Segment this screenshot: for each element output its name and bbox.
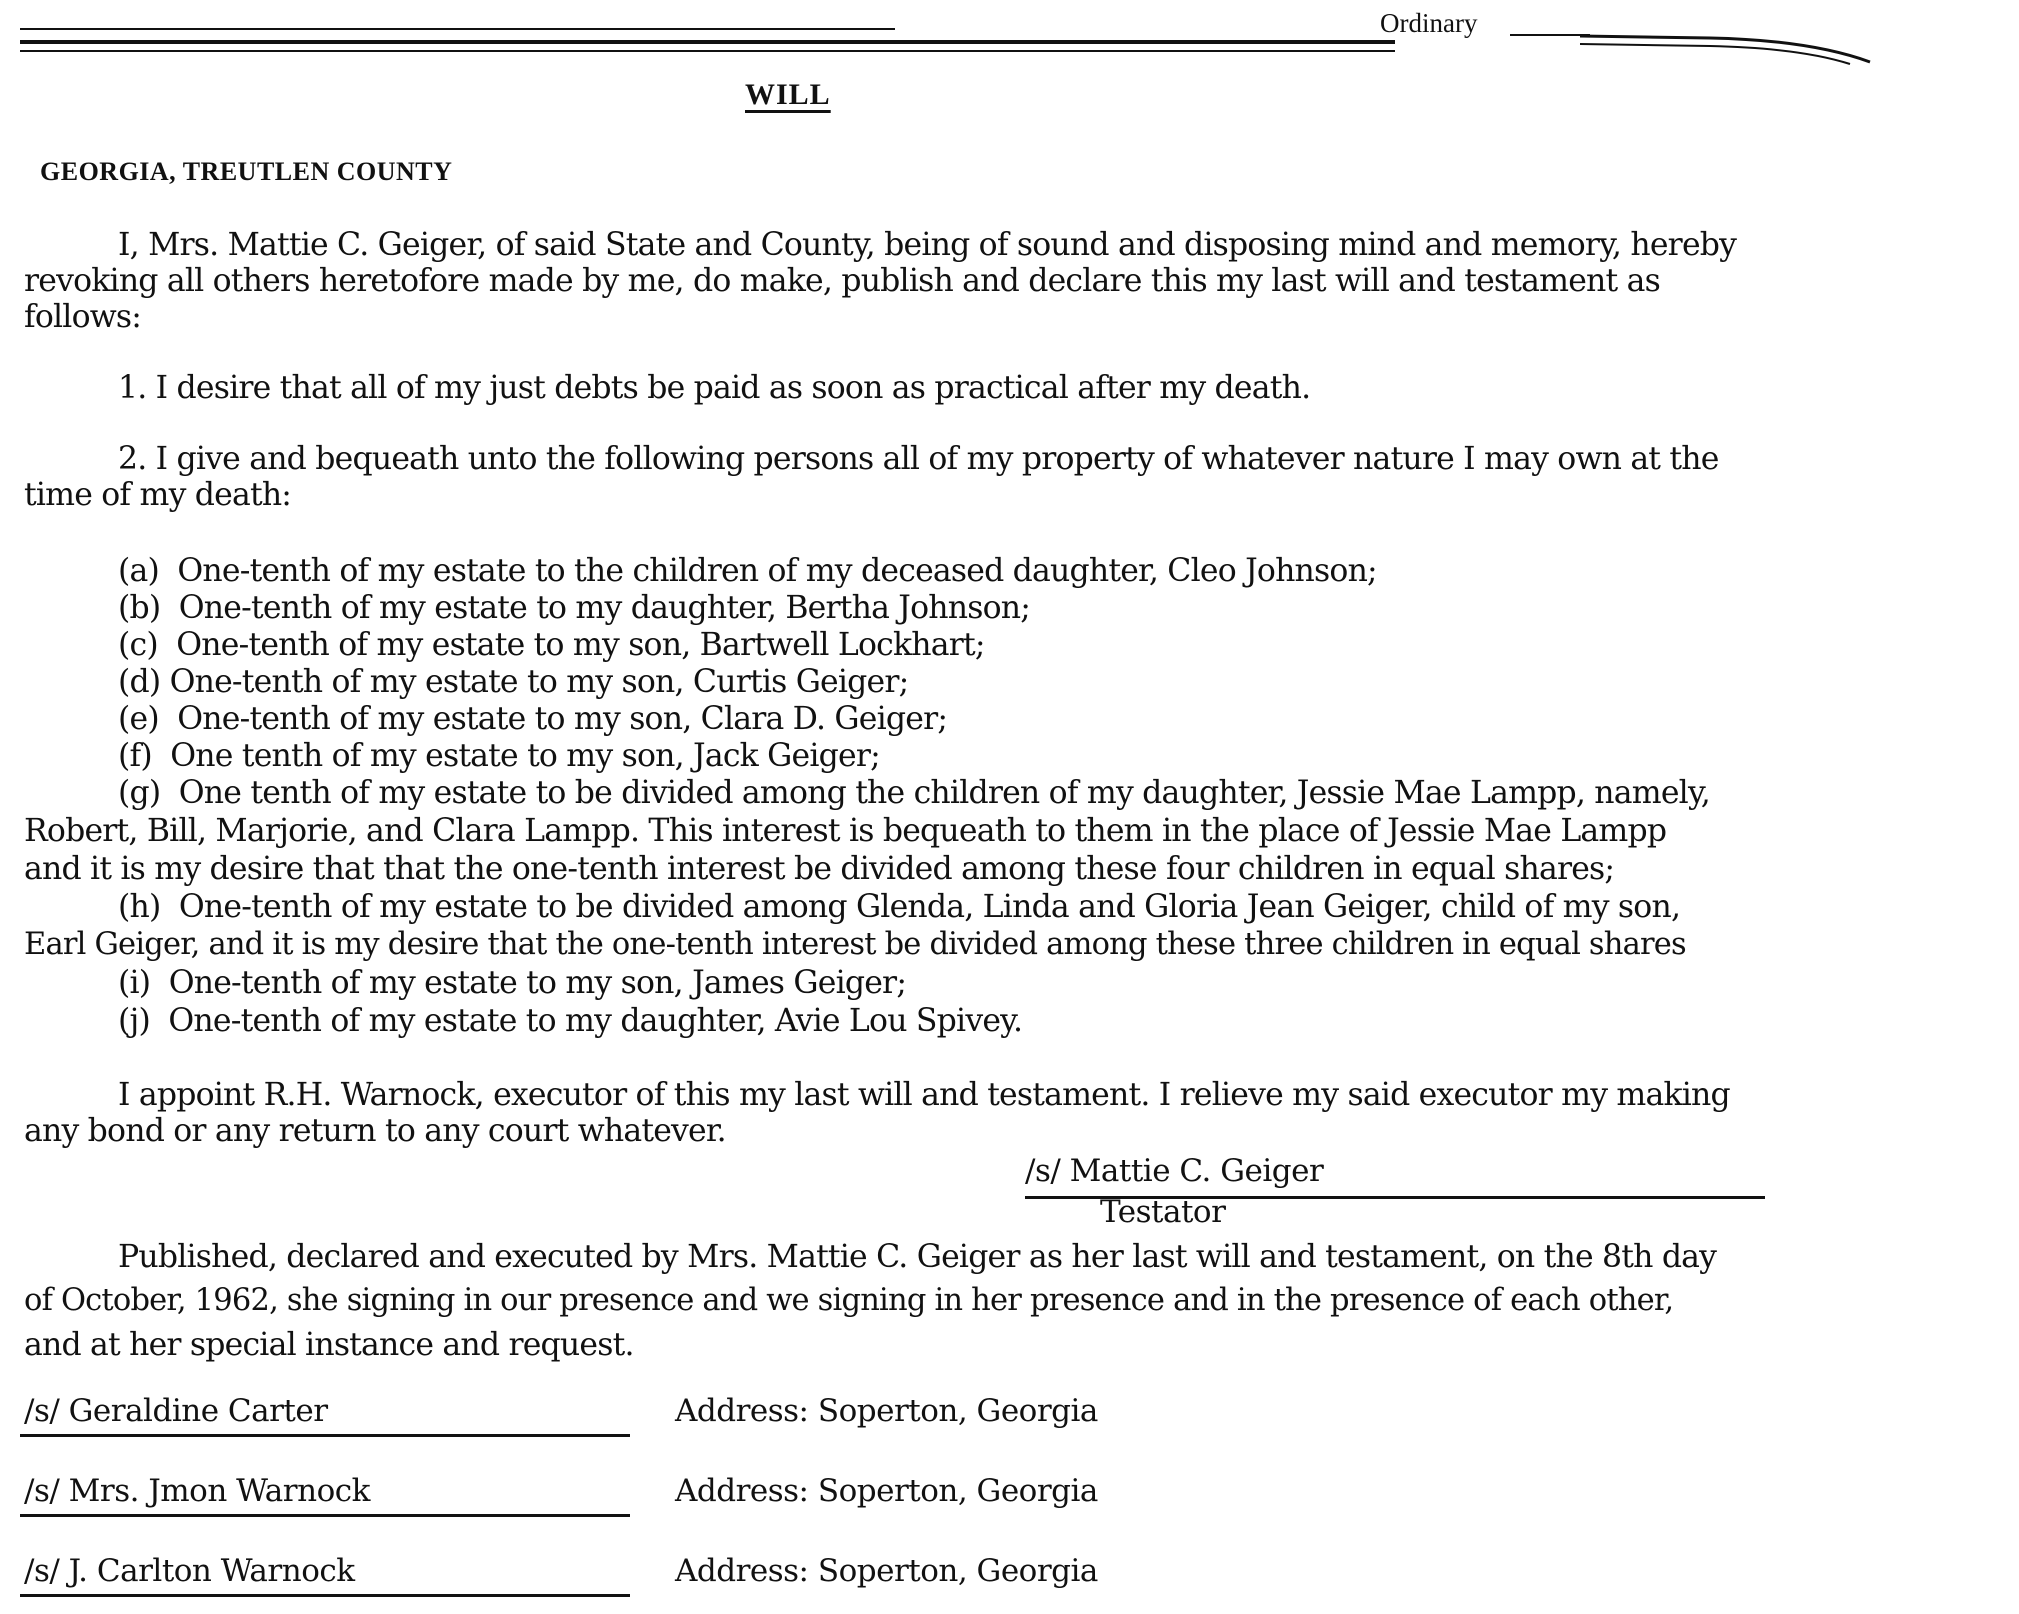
- witness-signature: /s/ Mrs. Jmon Warnock: [24, 1473, 370, 1509]
- bequest-label: (j): [118, 1003, 150, 1039]
- clause-2-line: time of my death:: [24, 477, 292, 513]
- preamble-line: I, Mrs. Mattie C. Geiger, of said State and County, being of sound and disposing mind and memory, hereby: [118, 227, 1737, 263]
- witness-address: Address: Soperton, Georgia: [675, 1473, 1098, 1509]
- bequest-item: [118, 553, 1377, 589]
- bequest-label: (e): [118, 701, 159, 737]
- venue-heading: GEORGIA, TREUTLEN COUNTY: [40, 157, 453, 186]
- bequest-text: One tenth of my estate to be divided among the children of my daughter, Jessie Mae Lampp, namely,: [178, 775, 1710, 811]
- attestation-paragraph: [24, 1235, 1716, 1367]
- bequest-item: [118, 627, 985, 663]
- header-rule-thin: [20, 50, 1395, 52]
- bequest-label: (c): [118, 627, 158, 663]
- bequest-text: One-tenth of my estate to the children of my deceased daughter, Cleo Johnson;: [177, 553, 1377, 589]
- witness-signature: /s/ Geraldine Carter: [24, 1393, 328, 1429]
- attestation-line: of October, 1962, she signing in our presence and we signing in her presence and in the presence of each other,: [24, 1283, 1674, 1318]
- bequest-item: [118, 738, 880, 774]
- bequest-item: [118, 1003, 1022, 1039]
- bequest-label: (a): [118, 553, 159, 589]
- bequest-label: (d): [118, 664, 161, 700]
- bequest-text: One-tenth of my estate to my son, Clara D. Geiger;: [177, 701, 948, 737]
- bequest-label: (b): [118, 590, 161, 626]
- header-rule-top: [20, 28, 895, 30]
- witness-signature-line: [20, 1594, 630, 1597]
- bequest-continuation: and it is my desire that that the one-tenth interest be divided among these four children in equal shares;: [24, 851, 1615, 887]
- bequest-item: [118, 965, 906, 1001]
- bequest-label: (f): [118, 738, 152, 774]
- bequest-continuation: Robert, Bill, Marjorie, and Clara Lampp. This interest is bequeath to them in the place of Jessie Mae Lampp: [24, 813, 1667, 849]
- attestation-line: and at her special instance and request.: [24, 1327, 634, 1363]
- executor-paragraph: [24, 1077, 1730, 1149]
- header-rule-thick: [20, 40, 1395, 44]
- bequest-text: One-tenth of my estate to my son, Curtis Geiger;: [169, 664, 909, 700]
- witness-address: Address: Soperton, Georgia: [675, 1393, 1098, 1429]
- attestation-line: Published, declared and executed by Mrs. Mattie C. Geiger as her last will and testament, on the 8th day: [118, 1239, 1717, 1275]
- bequest-text: One-tenth of my estate to my daughter, Avie Lou Spivey.: [168, 1003, 1023, 1039]
- bequest-item: [118, 701, 947, 737]
- clause-1: 1. I desire that all of my just debts be paid as soon as practical after my death.: [118, 370, 1311, 406]
- bequest-item: [118, 664, 908, 700]
- clause-2: [24, 441, 1719, 513]
- preamble-paragraph: [24, 227, 1736, 335]
- ordinary-label: Ordinary: [1380, 8, 1478, 38]
- bequest-item: [118, 590, 1030, 626]
- executor-line: any bond or any return to any court whatever.: [24, 1113, 726, 1149]
- preamble-line: revoking all others heretofore made by me, do make, publish and declare this my last will and testament as: [24, 263, 1660, 299]
- clause-2-line: 2. I give and bequeath unto the following persons all of my property of whatever nature I may own at the: [118, 441, 1719, 477]
- bequest-text: One-tenth of my estate to be divided among Glenda, Linda and Gloria Jean Geiger, child of my son,: [178, 889, 1681, 925]
- bequest-text: One tenth of my estate to my son, Jack Geiger;: [170, 738, 880, 774]
- bequest-item: [118, 775, 1710, 811]
- testator-label: Testator: [1100, 1194, 1226, 1230]
- bequest-label: (g): [118, 775, 161, 811]
- witness-address: Address: Soperton, Georgia: [675, 1553, 1098, 1589]
- bequest-item: [118, 889, 1680, 925]
- executor-line: I appoint R.H. Warnock, executor of this my last will and testament. I relieve my said executor my making: [118, 1077, 1730, 1113]
- document-title: WILL: [745, 78, 831, 111]
- bequest-continuation: Earl Geiger, and it is my desire that the one-tenth interest be divided among these three children in equal shares: [24, 927, 1686, 962]
- bequest-text: One-tenth of my estate to my son, Bartwell Lockhart;: [176, 627, 985, 663]
- witness-signature-line: [20, 1514, 630, 1517]
- preamble-line: follows:: [24, 299, 142, 335]
- witness-signature-line: [20, 1434, 630, 1437]
- bequest-label: (i): [118, 965, 151, 1001]
- ordinary-rule: [1510, 34, 1590, 36]
- testator-signature: /s/ Mattie C. Geiger: [1025, 1153, 1324, 1189]
- header-rule-curve: [1580, 28, 1880, 68]
- bequest-text: One-tenth of my estate to my daughter, Bertha Johnson;: [178, 590, 1031, 626]
- bequest-text: One-tenth of my estate to my son, James Geiger;: [168, 965, 907, 1001]
- bequest-label: (h): [118, 889, 161, 925]
- witness-signature: /s/ J. Carlton Warnock: [24, 1553, 355, 1589]
